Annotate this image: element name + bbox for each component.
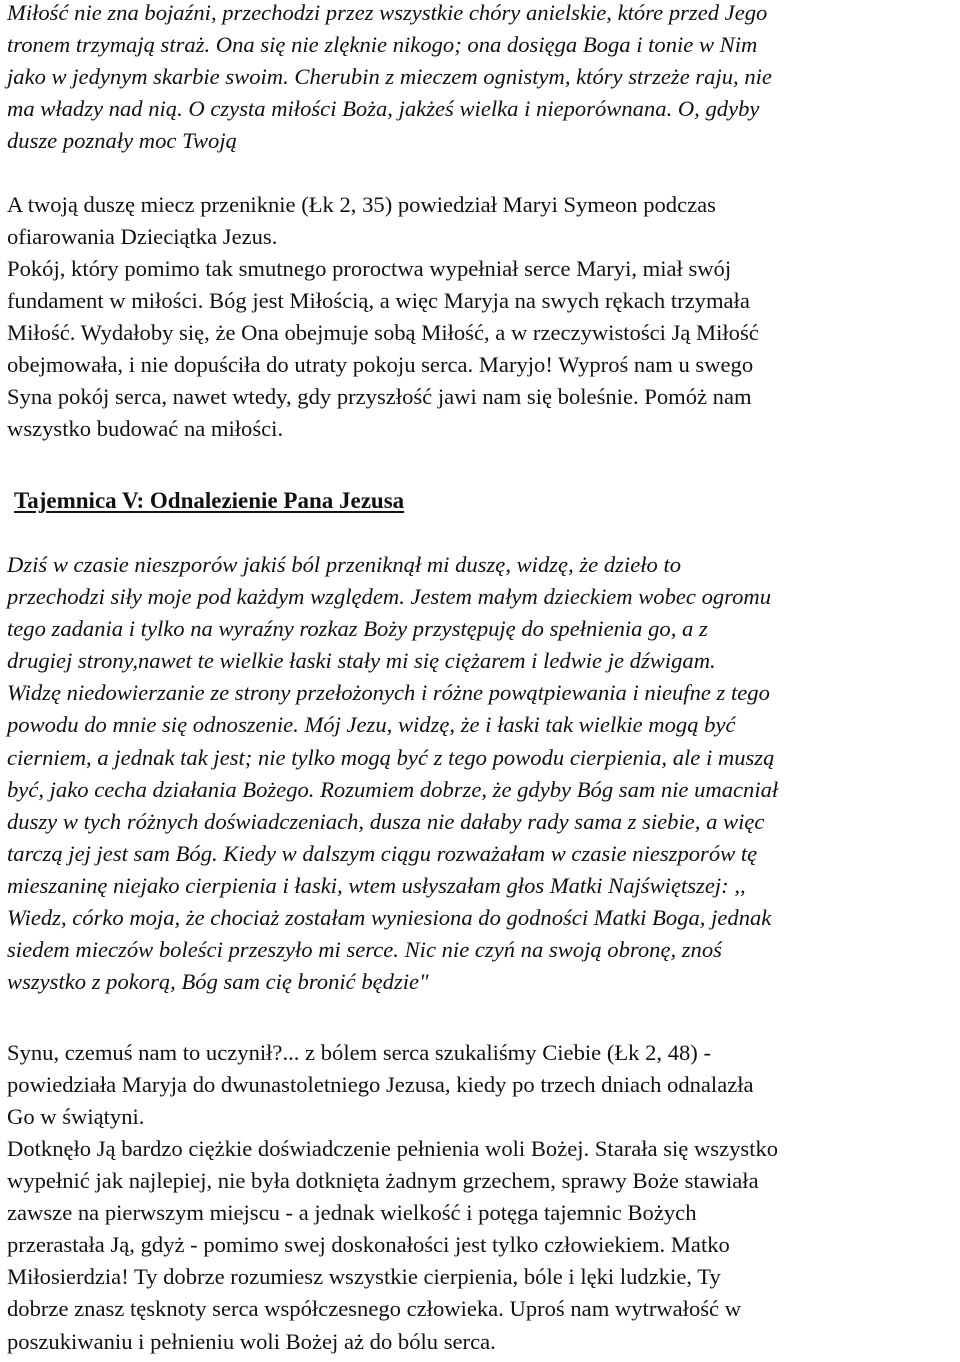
text-line: cierniem, a jednak tak jest; nie tylko mogą być z tego powodu cierpienia, ale i muszą	[7, 744, 775, 770]
text-line: przechodzi siły moje pod każdym względem. Jestem małym dzieckiem wobec ogromu	[7, 584, 772, 610]
text-line: duszy w tych różnych doświadczeniach, dusza nie dałaby rady sama z siebie, a więc	[7, 808, 765, 834]
text-line: Miłość nie zna bojaźni, przechodzi przez wszystkie chóry anielskie, które przed Jego	[7, 0, 768, 25]
text-line: drugiej strony,nawet te wielkie łaski stały mi się ciężarem i ledwie je dźwigam.	[7, 648, 716, 674]
text-line: Widzę niedowierzanie ze strony przełożonych i różne powątpiewania i nieufne z tego	[7, 680, 770, 706]
text-line: siedem mieczów boleści przeszyło mi serce. Nic nie czyń na swoją obronę, znoś	[7, 937, 722, 963]
paragraph-will-of-god	[7, 1133, 778, 1358]
paragraph-symeon-prophecy	[7, 189, 716, 253]
text-line: A twoją duszę miecz przeniknie (Łk 2, 35) powiedział Maryi Symeon podczas	[7, 192, 716, 217]
text-line: wszystko budować na miłości.	[7, 416, 284, 442]
text-line: dusze poznały moc Twoją	[7, 128, 237, 154]
text-line: Miłosierdzia! Ty dobrze rozumiesz wszystkie cierpienia, bóle i lęki ludzkie, Ty	[7, 1264, 721, 1290]
text-line: jako w jedynym skarbie swoim. Cherubin z mieczem ognistym, który strzeże raju, nie	[7, 64, 772, 90]
text-line: Wiedz, córko moja, że chociaż zostałam wyniesiona do godności Matki Boga, jednak	[7, 905, 772, 931]
paragraph-peace-of-heart	[7, 253, 759, 446]
text-line: powodu do mnie się odnoszenie. Mój Jezu, widzę, że i łaski tak wielkie mogą być	[7, 712, 736, 738]
paragraph-finding-in-temple	[7, 1037, 754, 1133]
text-line: Dziś w czasie nieszporów jakiś ból przeniknął mi duszę, widzę, że dzieło to	[7, 552, 682, 577]
text-line: powiedziała Maryja do dwunastoletniego Jezusa, kiedy po trzech dniach odnalazła	[7, 1072, 754, 1098]
paragraph-love-without-fear	[7, 0, 772, 157]
text-line: być, jako cecha działania Bożego. Rozumiem dobrze, że gdyby Bóg sam nie umacniał	[7, 776, 779, 802]
text-line: tronem trzymają straż. Ona się nie zlęknie nikogo; ona dosięga Boga i tonie w Nim	[7, 32, 758, 58]
text-line: mieszaninę niejako cierpienia i łaski, wtem usłyszałam głos Matki Najświętszej: ,,	[7, 872, 746, 898]
section-heading: Tajemnica V: Odnalezienie Pana Jezusa	[14, 488, 405, 513]
text-line: Synu, czemuś nam to uczynił?... z bólem serca szukaliśmy Ciebie (Łk 2, 48) -	[7, 1040, 711, 1065]
text-line: obejmowała, i nie dopuściła do utraty pokoju serca. Maryjo! Wyproś nam u swego	[7, 352, 754, 378]
text-line: ma władzy nad nią. O czysta miłości Boża, jakżeś wielka i nieporównana. O, gdyby	[7, 96, 760, 122]
text-line: dobrze znasz tęsknoty serca współczesnego człowieka. Uproś nam wytrwałość w	[7, 1296, 742, 1322]
text-line: Miłość. Wydałoby się, że Ona obejmuje sobą Miłość, a w rzeczywistości Ją Miłość	[7, 320, 759, 346]
text-line: ofiarowania Dzieciątka Jezus.	[7, 224, 278, 250]
text-line: zawsze na pierwszym miejscu - a jednak wielkość i potęga tajemnic Bożych	[7, 1200, 697, 1226]
text-line: Dotknęło Ją bardzo ciężkie doświadczenie pełnienia woli Bożej. Starała się wszystko	[7, 1136, 779, 1161]
paragraph-vespers-reflection	[7, 549, 778, 998]
text-line: Go w świątyni.	[7, 1104, 145, 1130]
text-line: wszystko z pokorą, Bóg sam cię bronić będzie"	[7, 969, 429, 995]
text-line: Pokój, który pomimo tak smutnego proroctwa wypełniał serce Maryi, miał swój	[7, 256, 732, 281]
text-line: przerastała Ją, gdyż - pomimo swej doskonałości jest tylko człowiekiem. Matko	[7, 1232, 730, 1258]
text-line: tarczą jej jest sam Bóg. Kiedy w dalszym ciągu rozważałam w czasie nieszporów tę	[7, 840, 758, 866]
text-line: poszukiwaniu i pełnieniu woli Bożej aż do bólu serca.	[7, 1328, 496, 1354]
text-line: wypełnić jak najlepiej, nie była dotknięta żadnym grzechem, sprawy Boże stawiała	[7, 1168, 759, 1194]
text-line: fundament w miłości. Bóg jest Miłością, a więc Maryja na swych rękach trzymała	[7, 288, 750, 314]
text-line: Syna pokój serca, nawet wtedy, gdy przyszłość jawi nam się boleśnie. Pomóż nam	[7, 384, 752, 410]
text-line: tego zadania i tylko na wyraźny rozkaz Boży przystępuję do spełnienia go, a z	[7, 616, 708, 642]
